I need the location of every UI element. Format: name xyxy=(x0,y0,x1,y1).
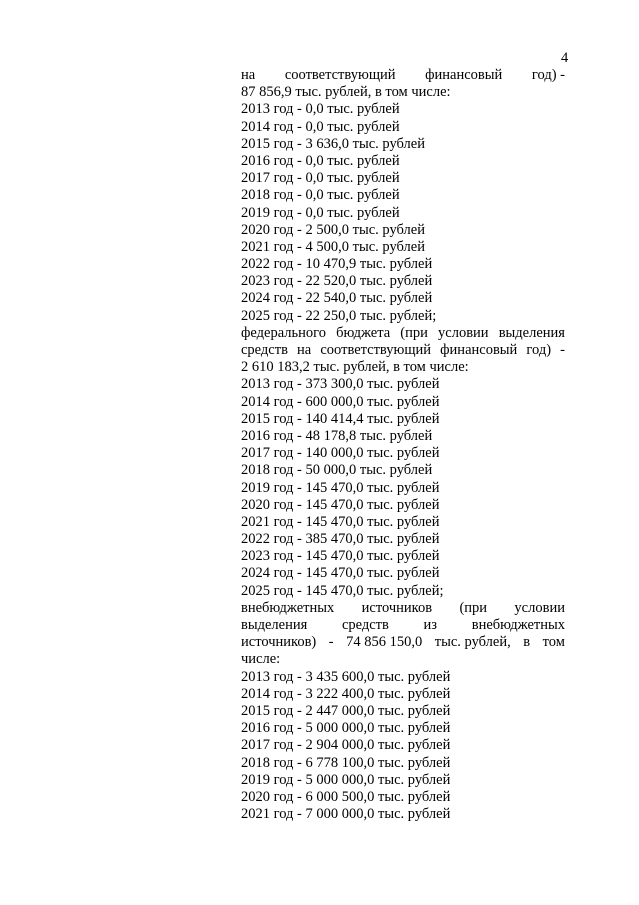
word: источников) xyxy=(241,634,317,651)
text-line: 2013 год - 0,0 тыс. рублей xyxy=(241,101,400,118)
word: соответствующий xyxy=(284,67,396,83)
text-line: 2023 год - 22 520,0 тыс. рублей xyxy=(241,273,433,290)
word: средств xyxy=(241,342,288,358)
page-number: 4 xyxy=(561,50,569,66)
word: соответствующий xyxy=(320,342,432,358)
word: (при xyxy=(400,324,428,341)
text-line: 2021 год - 145 470,0 тыс. рублей xyxy=(241,513,440,530)
text-line: 2 610 183,2 тыс. рублей, в том числе: xyxy=(241,359,469,376)
word: выделения xyxy=(241,617,308,633)
word: тыс. рублей, xyxy=(434,634,511,651)
text-line: 2022 год - 10 470,9 тыс. рублей xyxy=(241,256,433,273)
word: год) xyxy=(526,342,552,358)
text-line: 2021 год - 4 500,0 тыс. рублей xyxy=(241,238,425,255)
text-line: числе: xyxy=(241,651,281,668)
word: на xyxy=(297,342,312,358)
word: федерального xyxy=(241,324,326,341)
text-line: 2023 год - 145 470,0 тыс. рублей xyxy=(241,548,440,565)
text-line: 2015 год - 140 414,4 тыс. рублей xyxy=(241,410,440,427)
text-line: 2020 год - 2 500,0 тыс. рублей xyxy=(241,221,425,238)
text-line: 2024 год - 22 540,0 тыс. рублей xyxy=(241,290,433,307)
text-line: 2016 год - 48 178,8 тыс. рублей xyxy=(241,427,433,444)
word: источников xyxy=(361,599,433,616)
word: 74 856 150,0 xyxy=(346,634,423,651)
text-line: 2019 год - 0,0 тыс. рублей xyxy=(241,204,400,221)
word: внебюджетных xyxy=(241,599,335,616)
word: условии xyxy=(438,324,489,341)
text-line: 2024 год - 145 470,0 тыс. рублей xyxy=(241,565,440,582)
word: - xyxy=(328,634,334,651)
word: выделения xyxy=(498,324,565,341)
text-line: 2025 год - 145 470,0 тыс. рублей; xyxy=(241,582,444,599)
text-line: 2022 год - 385 470,0 тыс. рублей xyxy=(241,531,440,548)
text-line: 2017 год - 140 000,0 тыс. рублей xyxy=(241,445,440,462)
text-line: 2020 год - 6 000 500,0 тыс. рублей xyxy=(241,788,451,805)
text-line xyxy=(241,342,565,359)
word: (при xyxy=(459,599,488,616)
text-line: 2019 год - 5 000 000,0 тыс. рублей xyxy=(241,771,451,788)
word: средств xyxy=(341,617,389,633)
text-line: 2019 год - 145 470,0 тыс. рублей xyxy=(241,479,440,496)
text-line xyxy=(241,67,565,84)
text-line: 2025 год - 22 250,0 тыс. рублей; xyxy=(241,307,437,324)
text-line: 2014 год - 0,0 тыс. рублей xyxy=(241,118,400,135)
text-line: 2016 год - 5 000 000,0 тыс. рублей xyxy=(241,720,451,737)
text-line: 2013 год - 3 435 600,0 тыс. рублей xyxy=(241,668,451,685)
text-line xyxy=(241,600,565,617)
text-line: 2015 год - 3 636,0 тыс. рублей xyxy=(241,135,425,152)
text-line: 2014 год - 600 000,0 тыс. рублей xyxy=(241,393,440,410)
text-line: 2017 год - 2 904 000,0 тыс. рублей xyxy=(241,737,451,754)
word: условии xyxy=(514,599,565,616)
text-line: 2017 год - 0,0 тыс. рублей xyxy=(241,170,400,187)
word: финансовый xyxy=(425,67,503,83)
word: - xyxy=(560,342,565,358)
word: из xyxy=(423,617,438,633)
text-line: 2021 год - 7 000 000,0 тыс. рублей xyxy=(241,806,451,823)
text-line: 2016 год - 0,0 тыс. рублей xyxy=(241,152,400,169)
text-line xyxy=(241,617,565,634)
text-line xyxy=(241,325,565,342)
text-line: 2013 год - 373 300,0 тыс. рублей xyxy=(241,376,440,393)
text-line: 2020 год - 145 470,0 тыс. рублей xyxy=(241,496,440,513)
word: в xyxy=(523,634,531,651)
text-line: 2018 год - 0,0 тыс. рублей xyxy=(241,187,400,204)
text-line: 2014 год - 3 222 400,0 тыс. рублей xyxy=(241,685,451,702)
word: внебюджетных xyxy=(471,617,565,633)
word: год) - xyxy=(531,67,565,83)
text-line: 2018 год - 50 000,0 тыс. рублей xyxy=(241,462,433,479)
word: том xyxy=(542,634,565,651)
text-line: 2015 год - 2 447 000,0 тыс. рублей xyxy=(241,702,451,719)
text-line xyxy=(241,634,565,651)
word: финансовый xyxy=(440,342,518,358)
word: на xyxy=(241,67,256,83)
text-line: 87 856,9 тыс. рублей, в том числе: xyxy=(241,84,451,101)
word: бюджета xyxy=(336,324,391,341)
text-line: 2018 год - 6 778 100,0 тыс. рублей xyxy=(241,754,451,771)
text-column xyxy=(241,67,565,823)
